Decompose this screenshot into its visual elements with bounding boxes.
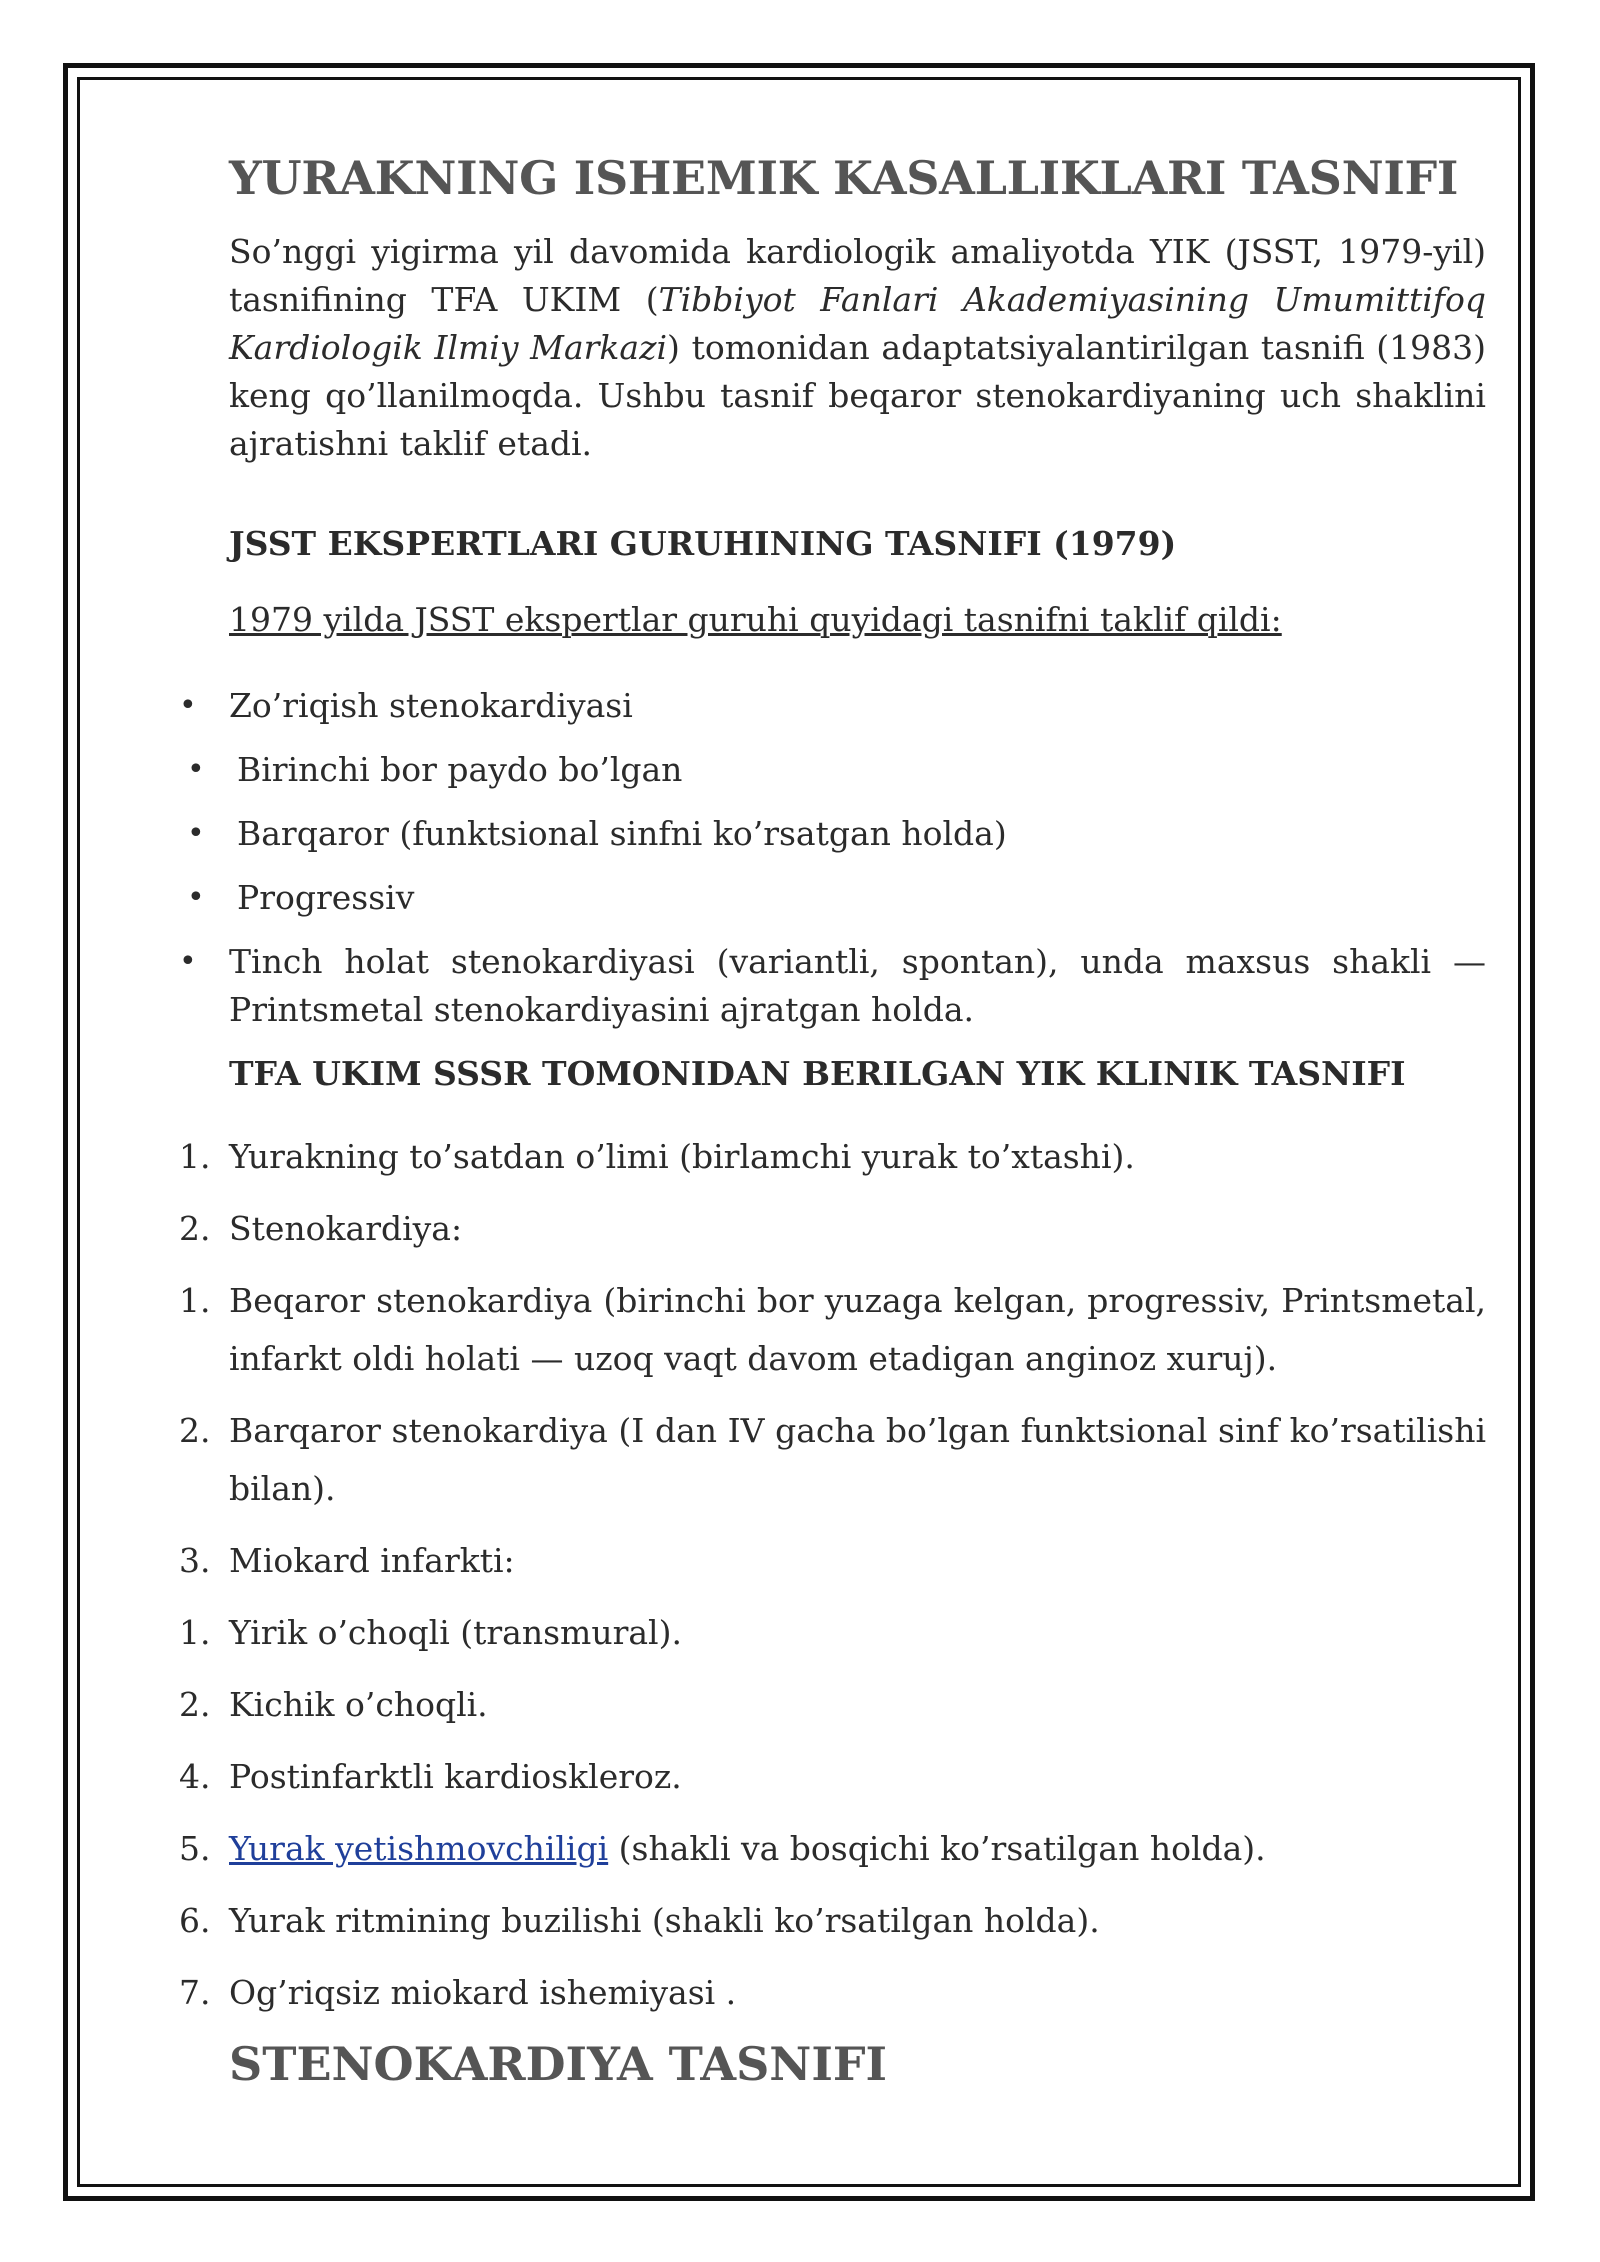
list-item-text: (shakli va bosqichi ko’rsatilgan holda).	[608, 1828, 1266, 1868]
list-item	[179, 1964, 1486, 2022]
list-item-text: Beqaror stenokardiya (birinchi bor yuzaga kelgan, progressiv, Printsmetal, infarkt oldi holati — uzoq vaqt davom etadigan anginoz xuruj).	[229, 1280, 1486, 1378]
section-heading-jsst: JSST EKSPERTLARI GURUHINING TASNIFI (1979)	[229, 523, 1177, 563]
list-item-text: Yurakning to’satdan o’limi (birlamchi yurak to’xtashi).	[229, 1136, 1135, 1176]
list-number: 2.	[179, 1208, 211, 1248]
section-heading-tfa: TFA UKIM SSSR TOMONIDAN BERILGAN YIK KLINIK TASNIFI	[229, 1053, 1406, 1093]
list-number: 4.	[179, 1756, 211, 1796]
list-number: 1.	[179, 1612, 211, 1652]
list-item	[179, 938, 1486, 1034]
list-item-text: Barqaror (funktsional sinfni ko’rsatgan holda)	[237, 813, 1007, 853]
list-item	[179, 1532, 1486, 1590]
list-item-text: Yurak ritmining buzilishi (shakli ko’rsatilgan holda).	[229, 1900, 1100, 1940]
list-number: 2.	[179, 1684, 211, 1724]
list-item-text: Og’riqsiz miokard ishemiyasi .	[229, 1972, 737, 2012]
tfa-numbered-list	[179, 1128, 1486, 2022]
document-body	[179, 150, 1486, 2093]
section-heading-stenokardiya: STENOKARDIYA TASNIFI	[229, 2036, 888, 2091]
list-item	[179, 1892, 1486, 1950]
list-item	[179, 1272, 1486, 1388]
list-number: 7.	[179, 1972, 211, 2012]
list-item-text: Postinfarktli kardioskleroz.	[229, 1756, 682, 1796]
bullet-icon: •	[179, 943, 197, 979]
list-item-text: Barqaror stenokardiya (I dan IV gacha bo’lgan funktsional sinf ko’rsatilishi bilan).	[229, 1410, 1486, 1508]
page-title: YURAKNING ISHEMIK KASALLIKLARI TASNIFI	[229, 151, 1459, 205]
list-item	[179, 1200, 1486, 1258]
list-item-text: Kichik o’choqli.	[229, 1684, 488, 1724]
list-item	[179, 1748, 1486, 1806]
list-item	[179, 1676, 1486, 1734]
list-item	[179, 1402, 1486, 1518]
bullet-icon: •	[187, 879, 205, 915]
list-item-text: Birinchi bor paydo bo’lgan	[237, 749, 683, 789]
intro-text-italic: Tibbiyot Fanlari Akademiyasining Umumittifoq Kardiologik Ilmiy Markazi	[229, 279, 1486, 367]
bullet-icon: •	[187, 815, 205, 851]
list-number: 6.	[179, 1900, 211, 1940]
intro-text-1: So’nggi yigirma yil davomida kardiologik amaliyotda YIK (JSST, 1979-yil) tasnifining TFA UKIM (	[229, 231, 1486, 319]
list-number: 1.	[179, 1136, 211, 1176]
bullet-icon: •	[187, 751, 205, 787]
list-item-text: Progressiv	[237, 877, 415, 917]
list-item	[187, 810, 1486, 858]
list-item	[179, 1128, 1486, 1186]
section-intro-jsst: 1979 yilda JSST ekspertlar guruhi quyidagi tasnifni taklif qildi:	[229, 599, 1282, 639]
list-item	[179, 682, 1486, 730]
list-item-text: Zo’riqish stenokardiyasi	[229, 685, 633, 725]
list-item-text: Tinch holat stenokardiyasi (variantli, spontan), unda maxsus shakli — Printsmetal stenokardiyasini ajratgan holda.	[229, 941, 1486, 1029]
list-item-text: Miokard infarkti:	[229, 1540, 515, 1580]
list-item	[179, 1820, 1486, 1878]
list-item	[179, 1604, 1486, 1662]
jsst-bullet-list	[179, 682, 1486, 1034]
intro-paragraph	[229, 228, 1486, 468]
bullet-icon: •	[179, 687, 197, 723]
list-item	[187, 874, 1486, 922]
list-item-text: Yirik o’choqli (transmural).	[229, 1612, 682, 1652]
list-number: 3.	[179, 1540, 211, 1580]
list-item	[187, 746, 1486, 794]
heart-failure-link[interactable]: Yurak yetishmovchiligi	[229, 1828, 609, 1868]
list-item-text: Stenokardiya:	[229, 1208, 463, 1248]
list-number: 1.	[179, 1280, 211, 1320]
list-number: 2.	[179, 1410, 211, 1450]
intro-text-2: ) tomonidan adaptatsiyalantirilgan tasnifi (1983) keng qo’llanilmoqda. Ushbu tasnif beqaror stenokardiyaning uch shaklini ajratishni taklif etadi.	[229, 327, 1486, 463]
list-number: 5.	[179, 1828, 211, 1868]
